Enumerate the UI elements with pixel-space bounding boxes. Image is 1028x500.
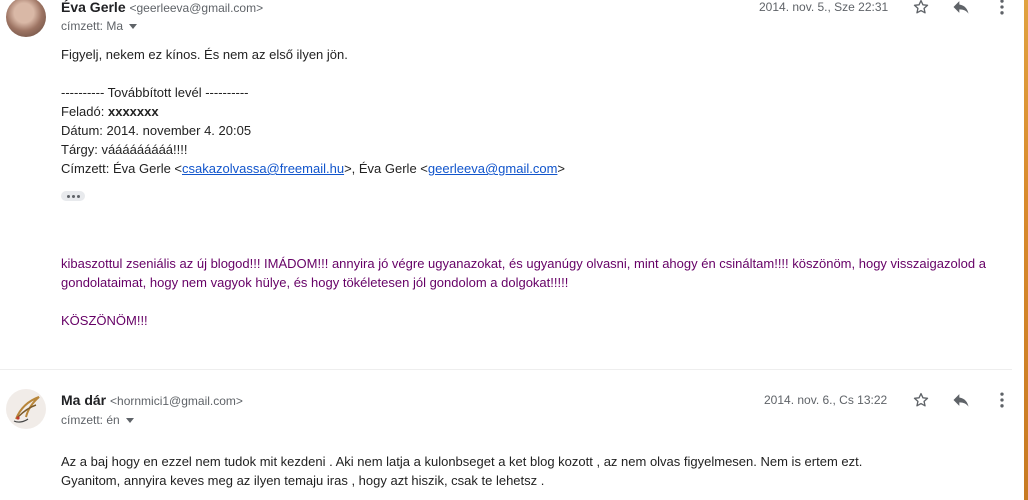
more-options-button[interactable] — [991, 389, 1013, 411]
reply-button[interactable] — [950, 0, 972, 18]
show-trimmed-content-button[interactable] — [61, 191, 85, 201]
sender-name: Ma dár — [61, 392, 107, 408]
star-icon[interactable] — [912, 391, 930, 409]
ellipsis-icon — [77, 195, 80, 198]
sender-info — [61, 0, 263, 15]
body-text: Az a baj hogy en ezzel nem tudok mit kezdeni . Aki nem latja a kulonbseget a ket blog kozott , az nem olvas figyelmesen. Nem is ertem ezt. — [61, 454, 863, 469]
sender-avatar[interactable] — [6, 389, 46, 429]
blank-line — [61, 292, 986, 311]
recipient-details-toggle[interactable] — [61, 19, 137, 33]
body-text: Figyelj, nekem ez kínos. És nem az első ilyen jön. — [61, 47, 348, 62]
message-date: 2014. nov. 6., Cs 13:22 — [764, 393, 888, 407]
reply-button[interactable] — [950, 389, 972, 411]
avatar-logo-icon — [6, 389, 46, 429]
sender-email: <hornmici1@gmail.com> — [110, 394, 243, 408]
chevron-down-icon[interactable] — [129, 24, 137, 29]
body-text: Gyanitom, annyira keves meg az ilyen temaju iras , hogy azt hiszik, csak te lehetsz . — [61, 473, 545, 488]
quoted-line: kibaszottul zseniális az új blogod!!! IMÁDOM!!! annyira jó végre ugyanazokat, és ugyanúgy olvasni, mint ahogy én csináltam!!!! köszönöm, hogy visszaigazolod a — [61, 256, 986, 271]
forward-from-label: Feladó: — [61, 104, 108, 119]
message-date: 2014. nov. 5., Sze 22:31 — [759, 0, 889, 14]
forward-to-middle: >, Éva Gerle < — [344, 161, 428, 176]
reply-icon[interactable] — [951, 390, 971, 410]
email-link[interactable]: csakazolvassa@freemail.hu — [182, 161, 345, 176]
recipient-details-toggle[interactable] — [61, 413, 134, 427]
quoted-line: KÖSZÖNÖM!!! — [61, 313, 148, 328]
window-edge — [1024, 0, 1028, 500]
message-body — [61, 45, 565, 178]
forward-subject: Tárgy: vááááááááá!!!! — [61, 142, 188, 157]
email-link[interactable]: geerleeva@gmail.com — [427, 161, 558, 176]
sender-name: Éva Gerle — [61, 0, 126, 15]
more-vert-icon[interactable] — [992, 390, 1012, 410]
quoted-text — [61, 254, 986, 330]
forward-header: ---------- Továbbított levél ---------- — [61, 85, 249, 100]
recipient-label: címzett: Ma — [61, 19, 124, 33]
forward-from-value: xxxxxxx — [107, 104, 159, 119]
reply-icon[interactable] — [951, 0, 971, 17]
ellipsis-icon — [67, 195, 70, 198]
forward-to-suffix: > — [557, 161, 566, 176]
sender-avatar[interactable] — [6, 0, 46, 37]
message-divider — [0, 369, 1012, 370]
more-vert-icon[interactable] — [992, 0, 1012, 17]
message-body — [61, 452, 862, 490]
ellipsis-icon — [72, 195, 75, 198]
quoted-line: gondolataimat, hogy nem vagyok hülye, és hogy tökéletesen jól gondolom a dolgokat!!!!! — [61, 275, 569, 290]
sender-email: <geerleeva@gmail.com> — [129, 1, 264, 15]
forward-from — [61, 102, 565, 121]
more-options-button[interactable] — [991, 0, 1013, 18]
recipient-label: címzett: én — [61, 413, 120, 427]
forward-date: Dátum: 2014. november 4. 20:05 — [61, 123, 252, 138]
blank-line — [61, 64, 565, 83]
forward-to-prefix: Címzett: Éva Gerle < — [61, 161, 183, 176]
star-button[interactable] — [910, 389, 932, 411]
star-icon[interactable] — [912, 0, 930, 16]
chevron-down-icon[interactable] — [126, 418, 134, 423]
forward-to — [61, 159, 565, 178]
sender-info — [61, 392, 243, 408]
star-button[interactable] — [910, 0, 932, 18]
